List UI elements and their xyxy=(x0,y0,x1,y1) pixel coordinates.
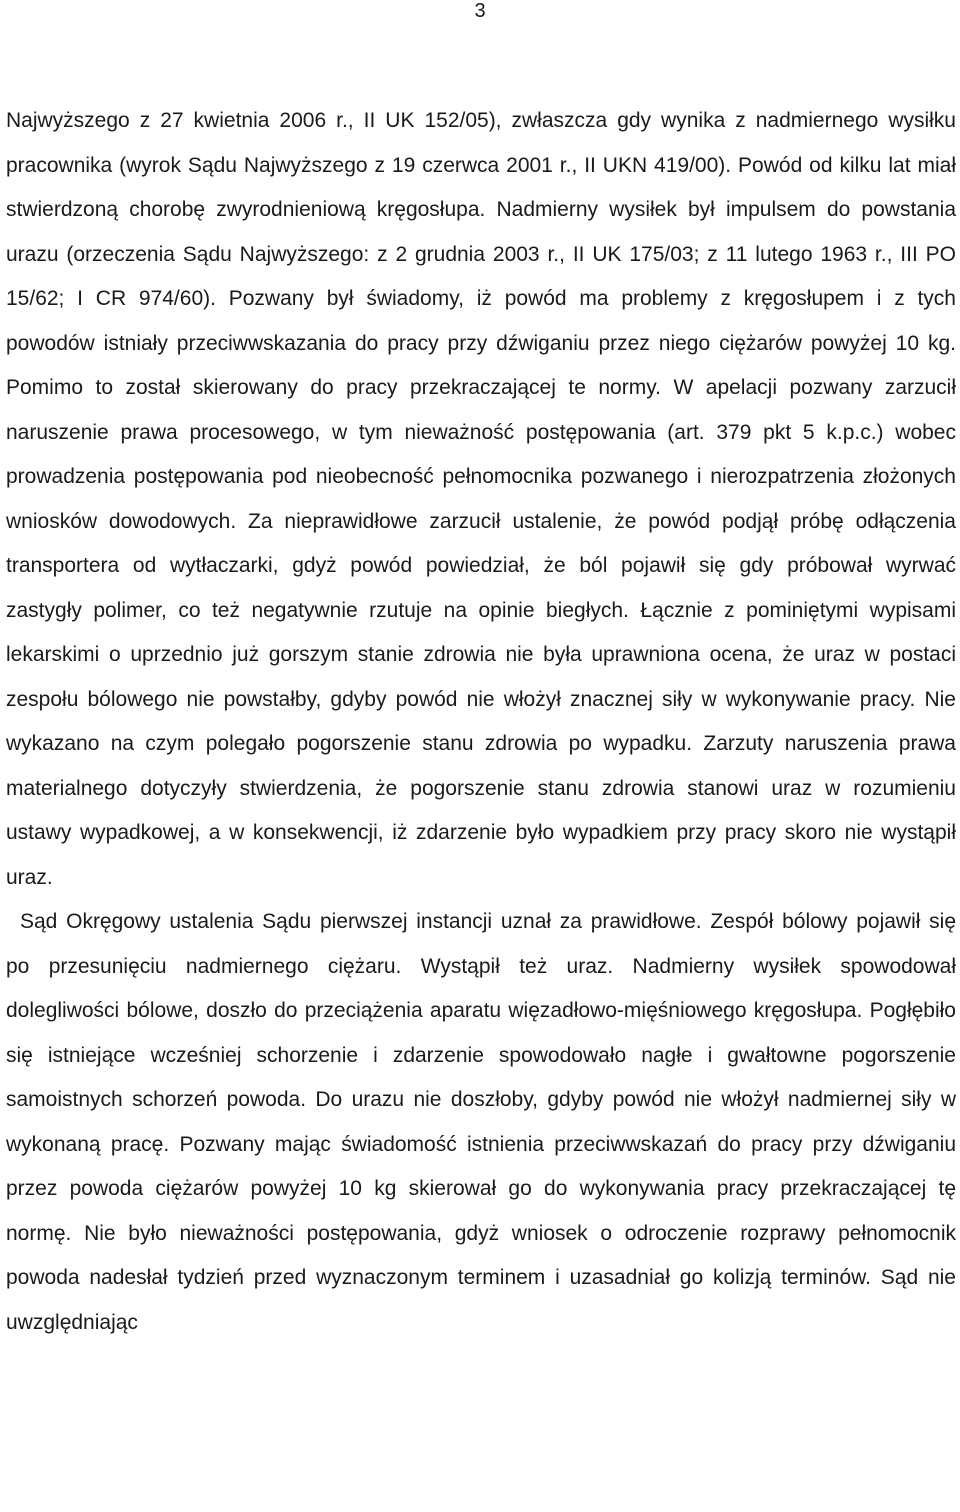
paragraph-2: Sąd Okręgowy ustalenia Sądu pierwszej instancji uznał za prawidłowe. Zespół bólowy pojawił się po przesunięciu nadmiernego ciężaru. Wystąpił też uraz. Nadmierny wysiłek spowodował dolegliwości bólowe, doszło do przeciążenia aparatu więzadłowo-mięśniowego kręgosłupa. Pogłębiło się istniejące wcześniej schorzenie i zdarzenie spowodowało nagłe i gwałtowne pogorszenie samoistnych schorzeń powoda. Do urazu nie doszłoby, gdyby powód nie włożył nadmiernej siły w wykonaną pracę. Pozwany mając świadomość istnienia przeciwwskazań do pracy przy dźwiganiu przez powoda ciężarów powyżej 10 kg skierował go do wykonywania pracy przekraczającej tę normę. Nie było nieważności postępowania, gdyż wniosek o odroczenie rozprawy pełnomocnik powoda nadesłał tydzień przed wyznaczonym terminem i uzasadniał go kolizją terminów. Sąd nie uwzględniając xyxy=(6,910,956,1334)
document-body xyxy=(6,99,956,1345)
page-number: 3 xyxy=(474,0,486,22)
paragraph-1: Najwyższego z 27 kwietnia 2006 r., II UK 152/05), zwłaszcza gdy wynika z nadmiernego wysiłku pracownika (wyrok Sądu Najwyższego z 19 czerwca 2001 r., II UKN 419/00). Powód od kilku lat miał stwierdzoną chorobę zwyrodnieniową kręgosłupa. Nadmierny wysiłek był impulsem do powstania urazu (orzeczenia Sądu Najwyższego: z 2 grudnia 2003 r., II UK 175/03; z 11 lutego 1963 r., III PO 15/62; I CR 974/60). Pozwany był świadomy, iż powód ma problemy z kręgosłupem i z tych powodów istniały przeciwwskazania do pracy przy dźwiganiu przez niego ciężarów powyżej 10 kg. Pomimo to został skierowany do pracy przekraczającej te normy. W apelacji pozwany zarzucił naruszenie prawa procesowego, w tym nieważność postępowania (art. 379 pkt 5 k.p.c.) wobec prowadzenia postępowania pod nieobecność pełnomocnika pozwanego i nierozpatrzenia złożonych wniosków dowodowych. Za nieprawidłowe zarzucił ustalenie, że powód podjął próbę odłączenia transportera od wytłaczarki, gdyż powód powiedział, że ból pojawił się gdy próbował wyrwać zastygły polimer, co też negatywnie rzutuje na opinie biegłych. Łącznie z pominiętymi wypisami lekarskimi o uprzednio już gorszym stanie zdrowia nie była uprawniona ocena, że uraz w postaci zespołu bólowego nie powstałby, gdyby powód nie włożył znacznej siły w wykonywanie pracy. Nie wykazano na czym polegało pogorszenie stanu zdrowia po wypadku. Zarzuty naruszenia prawa materialnego dotyczyły stwierdzenia, że pogorszenie stanu zdrowia stanowi uraz w rozumieniu ustawy wypadkowej, a w konsekwencji, iż zdarzenie było wypadkiem przy pracy skoro nie wystąpił uraz. xyxy=(6,109,956,889)
